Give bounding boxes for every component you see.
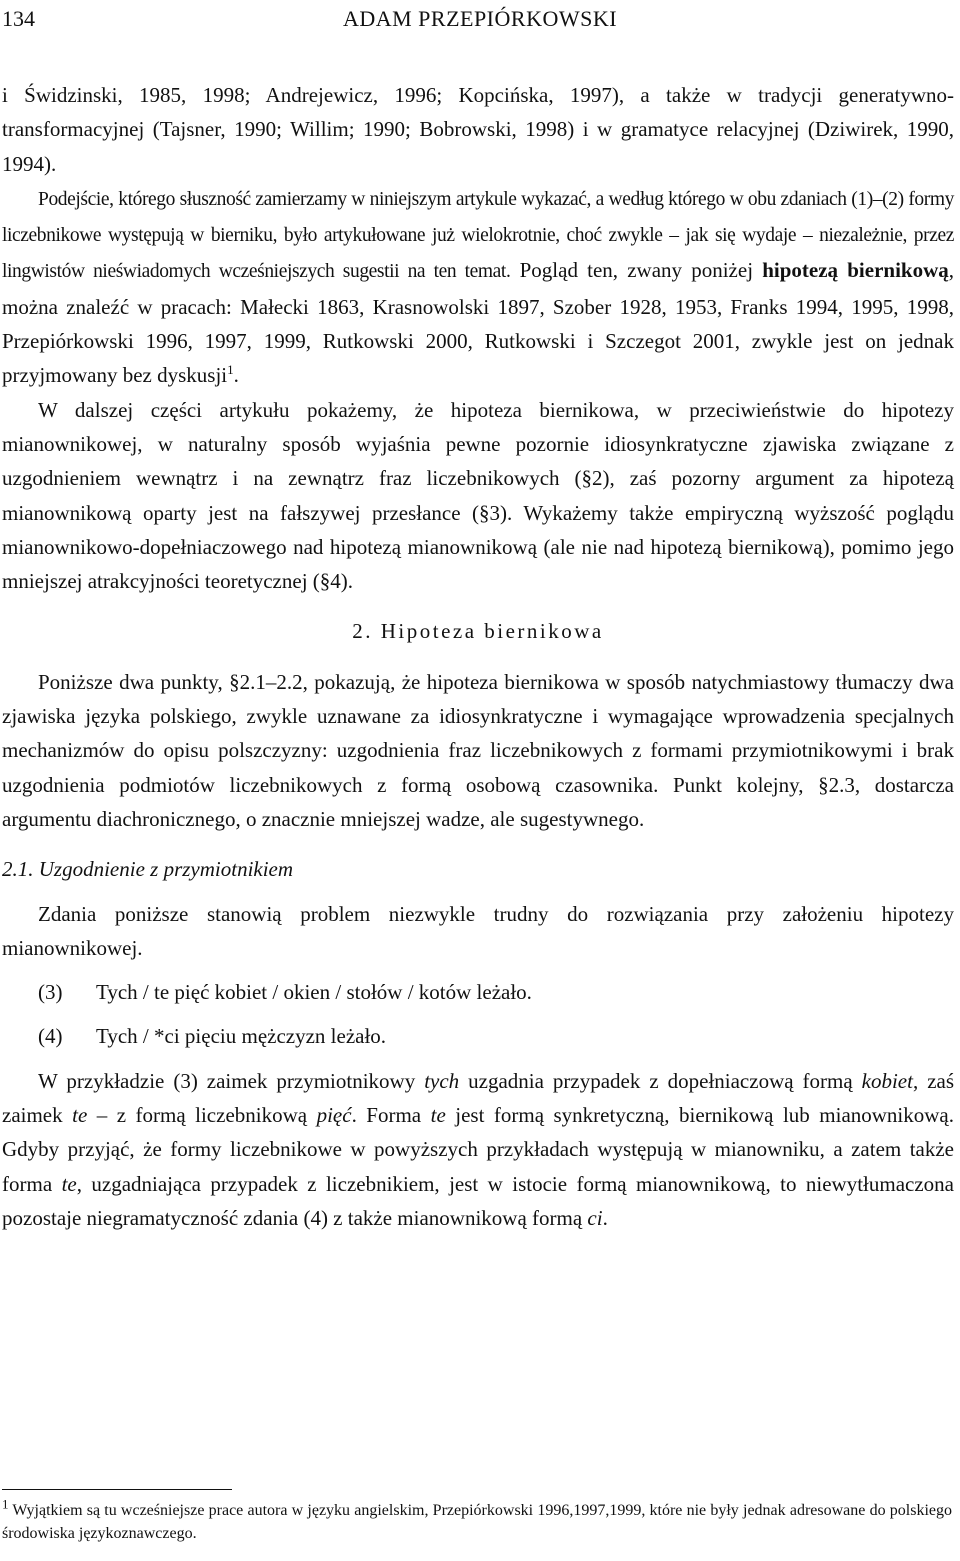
example-text: Tych / *ci pięciu mężczyzn leżało. — [96, 1024, 387, 1049]
italic-word: te — [72, 1103, 88, 1128]
running-head: ADAM PRZEPIÓRKOWSKI — [342, 6, 618, 31]
text-segment: W przykładzie (3) zaimek przymiotnikowy — [38, 1068, 425, 1093]
text-segment: jest formą synkretyczną, biernikową lub mianownikową. Gdyby przyjąć, że formy liczebnikowe w powyższych przykładach występują w mianowniku, a zatem także forma — [2, 1103, 954, 1196]
example-3 — [2, 975, 954, 1009]
footnote-rule — [2, 1489, 232, 1490]
text-segment: . — [602, 1205, 608, 1230]
italic-word: kobiet — [861, 1068, 913, 1093]
text-segment: uzgadnia przypadek z dopełniaczową formą — [459, 1068, 862, 1093]
text-segment: . Forma — [351, 1103, 431, 1128]
text-segment: . — [233, 363, 239, 388]
paragraph-section2: Poniższe dwa punkty, §2.1–2.2, pokazują, że hipoteza biernikowa w sposób natychmiastowy tłumaczy dwa zjawiska języka polskiego, zwykle uznawane za idiosynkratyczne i wymagające wprowadzenia specjalnych mechanizmów do opisu polszczyzny: uzgodnienia fraz liczebnikowych z formami przymiotnikowymi i brak uzgodnienia podmiotów liczebnikowych z formą osobową czasownika. Punkt kolejny, §2.3, dostarcza argumentu diachronicznego, o znacznie mniejszej wadze, ale sugestywnego. — [2, 669, 954, 831]
text-segment: , zaś zaimek — [2, 1068, 955, 1128]
body-text — [2, 78, 954, 1235]
term-bold: hipotezą biernikową — [762, 258, 949, 283]
italic-word: te — [61, 1171, 77, 1196]
example-number: (3) — [38, 980, 63, 1005]
page-header — [2, 6, 958, 36]
footnote — [2, 1496, 952, 1545]
italic-word: ci — [587, 1205, 603, 1230]
italic-word: te — [430, 1103, 446, 1128]
paragraph-subsection: Zdania poniższe stanowią problem niezwykle trudny do rozwiązania przy założeniu hipotezy mianownikowej. — [2, 901, 954, 960]
paragraph-approach — [2, 181, 954, 393]
italic-word: pięć — [316, 1103, 352, 1128]
text-segment: , można znaleźć w pracach: Małecki 1863, Krasnowolski 1897, Szober 1928, 1953, Franks 1994, 1995, 1998, Przepiórkowski 1996, 1997, 1999, Rutkowski 2000, Rutkowski i Szczegot 2001, zwykle jest on jednak przyjmowany bez dyskusji — [2, 258, 954, 388]
subsection-heading: 2.1. Uzgodnienie z przymiotnikiem — [2, 857, 294, 882]
condensed-text: Podejście, którego słuszność zamierzamy w niniejszym artykule wykazać, a według którego w obu zdaniach (1)–(2) formy liczebnikowe występują w bierniku, było artykułowane już wielokrotnie, choć zwykle – jak się wydaje – niezależnie, przez lingwistów nieświadomych wcześniejszych sugestii na ten temat. — [2, 188, 954, 283]
text-segment: , uzgadniająca przypadek z liczebnikiem, jest w istocie formą mianownikową, to niewytłumaczona pozostaje niegramatyczność zdania (4) z także mianownikową formą — [2, 1171, 954, 1230]
example-4 — [2, 1019, 954, 1053]
footnote-marker: 1 — [2, 1496, 9, 1512]
section-heading: 2. Hipoteza biernikowa — [352, 619, 604, 644]
text-segment: Pogląd ten, zwany poniżej — [510, 258, 763, 283]
paragraph-analysis — [2, 1064, 954, 1235]
italic-word: tych — [424, 1068, 460, 1093]
example-text: Tych / te pięć kobiet / okien / stołów / kotów leżało. — [96, 980, 532, 1005]
footnote-text: Wyjątkiem są tu wcześniejsze prace autora w języku angielskim, Przepiórkowski 1996,1997,1999, które nie były jednak adresowane do polskiego środowiska językoznawczego. — [2, 1502, 952, 1542]
text-segment: – z formą liczebnikową — [87, 1103, 317, 1128]
page-number: 134 — [2, 6, 35, 31]
paragraph-outline: W dalszej części artykułu pokażemy, że hipoteza biernikowa, w przeciwieństwie do hipotezy mianownikowej, w naturalny sposób wyjaśnia pewne pozornie idiosynkratyczne zjawiska związane z uzgodnieniem wewnątrz i na zewnątrz fraz liczebnikowych (§2), zaś pozorny argument za hipotezą mianownikową oparty jest na fałszywej przesłance (§3). Wykażemy także empiryczną wyższość poglądu mianownikowo-dopełniaczowego nad hipotezą mianownikową (ale nie nad hipotezą biernikową), pomimo jego mniejszej atrakcyjności teoretycznej (§4). — [2, 397, 954, 594]
example-number: (4) — [38, 1024, 63, 1049]
paragraph-continued: i Świdzinski, 1985, 1998; Andrejewicz, 1996; Kopcińska, 1997), a także w tradycji generatywno-transformacyjnej (Tajsner, 1990; Willim; 1990; Bobrowski, 1998) i w gramatyce relacyjnej (Dziwirek, 1990, 1994). — [2, 83, 954, 176]
footnote-ref: 1 — [227, 362, 234, 378]
